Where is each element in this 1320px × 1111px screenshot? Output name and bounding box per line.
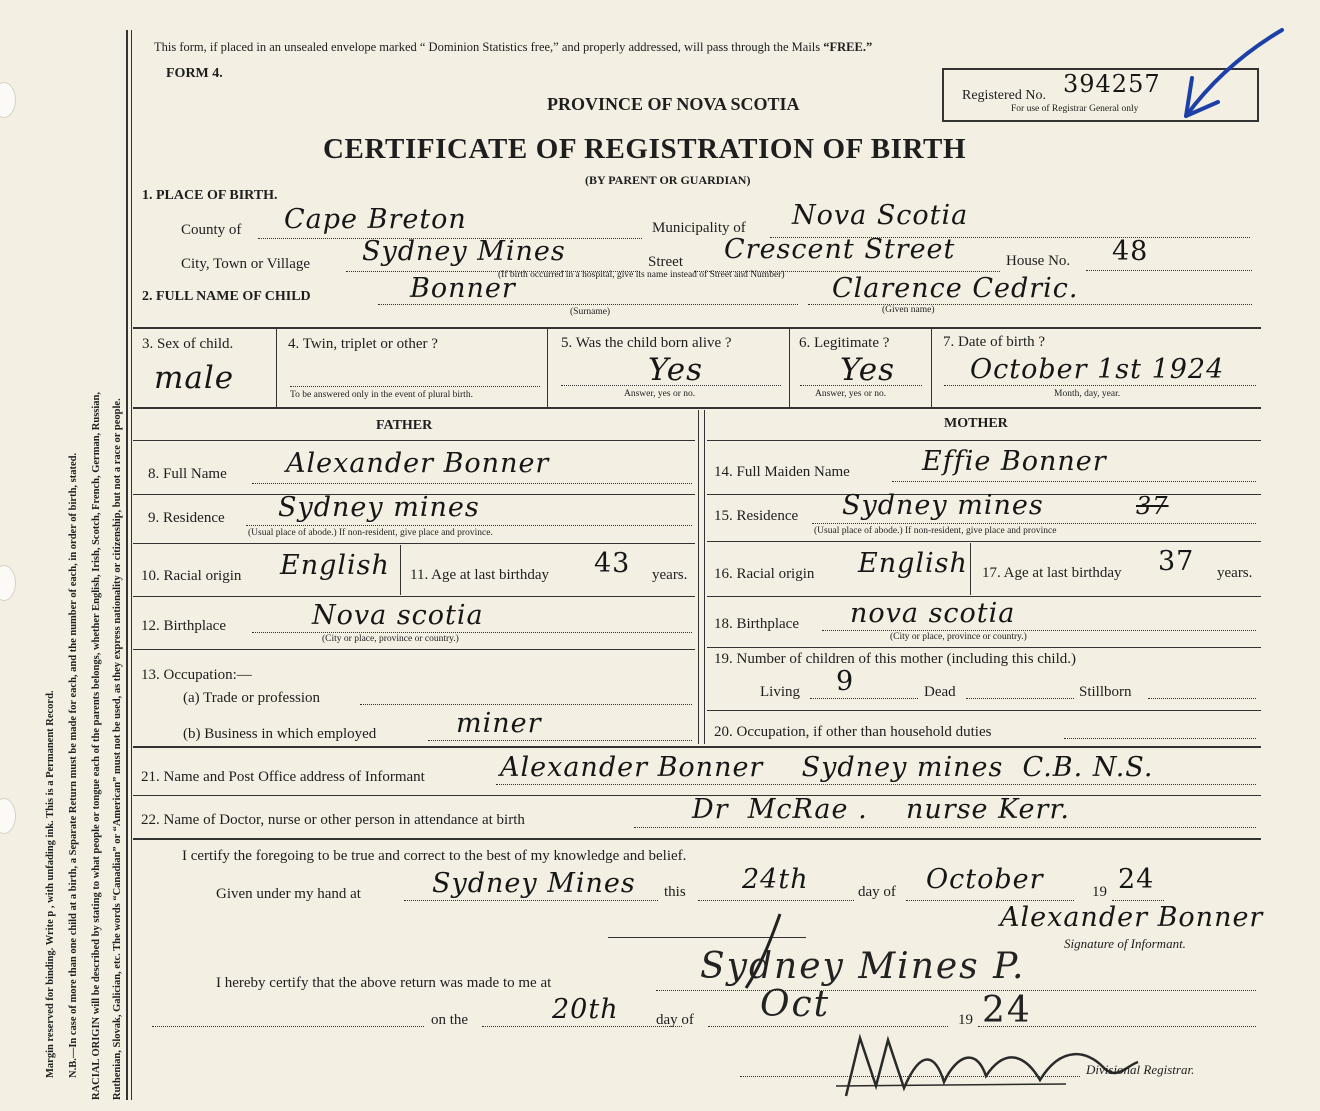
- father-residence-label: 9. Residence: [148, 510, 225, 526]
- informant-signature: Alexander Bonner: [1000, 902, 1264, 933]
- father-racial-value: English: [280, 550, 390, 581]
- house-value: 48: [1112, 236, 1149, 267]
- registrar-place-underline: [656, 990, 1256, 991]
- father-residence-underline: [246, 525, 692, 526]
- margin-note-multiple-births: N.B.—In case of more than one child at a birth, a Separate Return must be made for each, and the number of each, in order of birth, stated.: [68, 452, 79, 1078]
- father-age-value: 43: [594, 548, 631, 579]
- alive-caption: Answer, yes or no.: [624, 389, 696, 399]
- mother-residence-strike: 37: [1136, 492, 1169, 520]
- attendant-value: Dr McRae . nurse Kerr.: [692, 794, 1070, 825]
- registrar-left-dotted: [152, 1026, 424, 1027]
- city-label: City, Town or Village: [181, 256, 311, 272]
- father-residence-caption: (Usual place of abode.) If non-resident, give place and province.: [248, 528, 493, 538]
- page-title: CERTIFICATE OF REGISTRATION OF BIRTH: [323, 133, 967, 165]
- surname-caption: (Surname): [570, 307, 611, 317]
- mother-children-label: 19. Number of children of this mother (including this child.): [714, 651, 1077, 667]
- given-place-value: Sydney Mines: [432, 868, 636, 899]
- child-given-name: Clarence Cedric.: [832, 273, 1079, 304]
- binding-hole-bottom: [0, 798, 16, 834]
- house-label: House No.: [1006, 253, 1071, 269]
- father-heading: FATHER: [376, 418, 433, 433]
- columns-bottom-rule: [133, 746, 1261, 748]
- margin-note-binding: Margin reserved for binding. Write p , with unfading ink. This is a Permanent Record.: [45, 690, 56, 1078]
- given-day-underline: [698, 900, 854, 901]
- twin-label: 4. Twin, triplet or other ?: [288, 336, 438, 352]
- mother-heading-rule: [707, 440, 1261, 441]
- form-number: FORM 4.: [166, 66, 223, 81]
- father-name-value: Alexander Bonner: [286, 448, 550, 479]
- given-month-value: October: [926, 864, 1044, 895]
- father-business-underline: [428, 740, 692, 741]
- child-name-label: 2. FULL NAME OF CHILD: [142, 289, 311, 304]
- given-month-underline: [906, 900, 1074, 901]
- mother-birthplace-underline: [822, 630, 1256, 631]
- mother-row19-rule: [707, 710, 1261, 711]
- mother-row15-rule: [707, 541, 1261, 542]
- mother-dead-underline: [966, 698, 1074, 699]
- mother-stillborn-label: Stillborn: [1079, 684, 1132, 700]
- registrar-place-value: Sydney Mines P.: [700, 946, 1026, 987]
- street-label: Street: [648, 254, 683, 270]
- mother-racial-value: English: [858, 548, 968, 579]
- mother-racial-label: 16. Racial origin: [714, 566, 815, 582]
- father-age-label: 11. Age at last birthday: [410, 567, 549, 583]
- father-mother-divider-2: [704, 410, 705, 744]
- checkmark-icon: [1178, 26, 1288, 127]
- father-mother-divider: [698, 410, 699, 744]
- informant-label: 21. Name and Post Office address of Informant: [141, 769, 425, 785]
- father-trade-label: (a) Trade or profession: [183, 690, 321, 706]
- mother-name-value: Effie Bonner: [922, 446, 1107, 477]
- mail-note: This form, if placed in an unsealed envelope marked “ Dominion Statistics free,” and properly addressed, will pass through the Mails “FREE.”: [154, 40, 873, 54]
- margin-note-racial-origin: RACIAL ORIGIN will be described by stating to what people or tongue each of the parents belongs, whether English, Irish, Scotch, French, German, Russian,: [91, 391, 102, 1100]
- mother-row18-rule: [707, 647, 1261, 648]
- certify-statement: I certify the foregoing to be true and correct to the best of my knowledge and belief.: [182, 848, 687, 864]
- mother-age-unit: years.: [1217, 565, 1253, 581]
- given-place-underline: [404, 900, 658, 901]
- left-border-rule-inner: [131, 30, 132, 1100]
- father-name-underline: [252, 483, 692, 484]
- father-racial-label: 10. Racial origin: [141, 568, 242, 584]
- given-year-underline: [1112, 900, 1164, 901]
- mother-stillborn-underline: [1148, 698, 1256, 699]
- father-row12-rule: [133, 649, 695, 650]
- row3-divider-3: [789, 327, 790, 407]
- alive-label: 5. Was the child born alive ?: [561, 335, 732, 351]
- given-name-caption: (Given name): [882, 305, 935, 315]
- municipality-label: Municipality of: [652, 220, 746, 236]
- mother-residence-label: 15. Residence: [714, 508, 799, 524]
- given-day-value: 24th: [742, 864, 809, 895]
- registrar-on-the-label: on the: [431, 1012, 469, 1028]
- mother-residence-underline: [812, 523, 1256, 524]
- left-border-rule: [126, 30, 128, 1100]
- house-underline: [1086, 270, 1252, 271]
- father-heading-rule: [133, 440, 695, 441]
- row3-top-rule: [133, 327, 1261, 329]
- city-value: Sydney Mines: [362, 236, 566, 267]
- mother-residence-caption: (Usual place of abode.) If non-resident, give place and province: [814, 526, 1057, 536]
- sex-label: 3. Sex of child.: [142, 336, 234, 352]
- father-row9-rule: [133, 543, 695, 544]
- child-surname-underline: [378, 304, 798, 305]
- dob-value: October 1st 1924: [970, 354, 1225, 385]
- given-label: Given under my hand at: [216, 886, 361, 902]
- registrar-note: For use of Registrar General only: [1011, 104, 1139, 114]
- mother-name-underline: [892, 481, 1256, 482]
- binding-hole-top: [0, 82, 16, 118]
- mother-birthplace-value: nova scotia: [850, 598, 1016, 629]
- father-occupation-label: 13. Occupation:—: [141, 667, 252, 683]
- mother-heading: MOTHER: [944, 416, 1008, 431]
- dob-underline: [944, 385, 1256, 386]
- mother-row16-divider: [970, 543, 971, 595]
- binding-hole-middle: [0, 565, 16, 601]
- dob-label: 7. Date of birth ?: [943, 334, 1046, 350]
- registered-label: Registered No.: [962, 88, 1046, 103]
- father-age-unit: years.: [652, 567, 688, 583]
- row3-divider-2: [547, 327, 548, 407]
- father-business-label: (b) Business in which employed: [183, 726, 377, 742]
- alive-value: Yes: [648, 352, 704, 388]
- mother-living-value: 9: [836, 666, 855, 697]
- dob-caption: Month, day, year.: [1054, 389, 1121, 399]
- informant-value: Alexander Bonner Sydney mines C.B. N.S.: [500, 752, 1154, 783]
- registrar-year-prefix: 19: [958, 1012, 973, 1028]
- father-name-label: 8. Full Name: [148, 466, 227, 482]
- street-value: Crescent Street: [724, 234, 956, 265]
- mother-birthplace-label: 18. Birthplace: [714, 616, 799, 632]
- mother-occupation-underline: [1064, 738, 1256, 739]
- mother-birthplace-caption: (City or place, province or country.): [890, 632, 1027, 642]
- given-year-prefix: 19: [1092, 884, 1107, 900]
- attendant-underline: [634, 827, 1256, 828]
- mother-living-underline: [810, 698, 918, 699]
- hospital-note: (If birth occurred in a hospital, give its name instead of Street and Number): [498, 270, 785, 280]
- legitimate-value: Yes: [840, 352, 896, 388]
- father-residence-value: Sydney mines: [278, 492, 480, 523]
- mother-row16-rule: [707, 596, 1261, 597]
- registrar-signature-line: [740, 1076, 1080, 1077]
- margin-note-racial-origin-cont: Ruthenian, Slovak, Galician, etc. The words “Canadian” or “American” must not be used, as they express nationality or citizenship, but not a race or people.: [112, 398, 123, 1100]
- legitimate-caption: Answer, yes or no.: [815, 389, 887, 399]
- mother-occupation-label: 20. Occupation, if other than household duties: [714, 724, 992, 740]
- mother-dead-label: Dead: [924, 684, 956, 700]
- mother-residence-value: Sydney mines: [842, 490, 1044, 521]
- registered-number: 394257: [1063, 70, 1161, 98]
- father-row10-rule: [133, 596, 695, 597]
- mother-age-value: 37: [1158, 546, 1195, 577]
- signature-caption: Signature of Informant.: [1064, 936, 1186, 951]
- given-year-value: 24: [1118, 864, 1155, 895]
- mother-living-label: Living: [760, 684, 800, 700]
- informant-underline: [496, 784, 1256, 785]
- given-this-label: this: [664, 884, 686, 900]
- county-value: Cape Breton: [284, 204, 467, 235]
- child-given-underline: [808, 304, 1252, 305]
- municipality-value: Nova Scotia: [792, 200, 969, 231]
- father-birthplace-value: Nova scotia: [312, 600, 484, 631]
- father-business-value: miner: [456, 708, 542, 739]
- registrar-caption: Divisional Registrar.: [1086, 1062, 1195, 1077]
- attendant-label: 22. Name of Doctor, nurse or other person in attendance at birth: [141, 812, 525, 828]
- father-birthplace-caption: (City or place, province or country.): [322, 634, 459, 644]
- sex-value: male: [154, 360, 235, 396]
- given-day-of-label: day of: [858, 884, 896, 900]
- father-birthplace-label: 12. Birthplace: [141, 618, 226, 634]
- father-trade-underline: [360, 704, 692, 705]
- child-surname: Bonner: [410, 273, 516, 304]
- row3-divider-4: [931, 327, 932, 407]
- registrar-day-of-label: day of: [656, 1012, 694, 1028]
- father-birthplace-underline: [252, 632, 692, 633]
- row3-divider-1: [276, 327, 277, 407]
- father-row10-divider: [400, 545, 401, 595]
- place-of-birth-heading: 1. PLACE OF BIRTH.: [142, 188, 278, 203]
- mother-name-label: 14. Full Maiden Name: [714, 464, 850, 480]
- mother-age-label: 17. Age at last birthday: [982, 565, 1122, 581]
- registrar-day-underline: [482, 1026, 682, 1027]
- twin-caption: To be answered only in the event of plural birth.: [290, 390, 473, 400]
- twin-underline: [290, 386, 540, 387]
- province-heading: PROVINCE OF NOVA SCOTIA: [547, 94, 800, 114]
- registrar-day-value: 20th: [552, 994, 619, 1025]
- registrar-year-value: 24: [982, 990, 1032, 1031]
- row22-rule: [133, 838, 1261, 840]
- row3-bottom-rule: [133, 407, 1261, 409]
- county-label: County of: [181, 222, 242, 238]
- registrar-month-value: Oct: [760, 984, 831, 1025]
- legitimate-label: 6. Legitimate ?: [799, 335, 890, 351]
- page-subtitle: (BY PARENT OR GUARDIAN): [585, 173, 751, 187]
- registrar-statement: I hereby certify that the above return was made to me at: [216, 975, 552, 991]
